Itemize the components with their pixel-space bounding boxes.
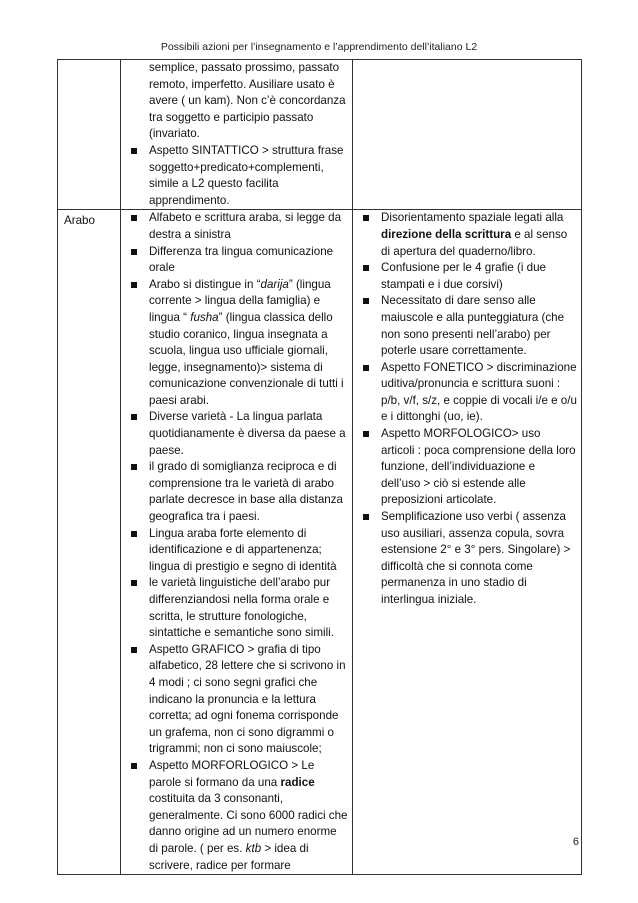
table-row — [58, 60, 582, 210]
list-item: Aspetto MORFORLOGICO > Le parole si formano da una radice costituita da 3 consonanti, generalmente. Ci sono 6000 radici che danno origine ad un numero enorme di parole. ( per es. ktb > idea di scrivere, radice per formare — [121, 758, 352, 874]
bullet-icon — [131, 282, 137, 288]
language-cell — [58, 210, 121, 875]
bullet-icon — [131, 148, 137, 154]
list-item: Aspetto FONETICO > discriminazione uditiva/pronuncia e scrittura suoni : p/b, v/f, s/z, e coppie di vocali i/e e o/u e i dittonghi (uo, ie). — [353, 360, 581, 426]
bullet-icon — [131, 414, 137, 420]
list-item: Confusione per le 4 grafie (i due stampati e i due corsivi) — [353, 260, 581, 293]
bullet-icon — [363, 431, 369, 437]
table-row — [58, 210, 582, 875]
list-item: Aspetto MORFOLOGICO> uso articoli : poca comprensione della loro funzione, dell’individuazione e dell’uso > ciò si estende alle preposizioni articolate. — [353, 426, 581, 509]
bullet-icon — [131, 249, 137, 255]
list-item: Disorientamento spaziale legati alla direzione della scrittura e al senso di apertura del quaderno/libro. — [353, 210, 581, 260]
page-number: 6 — [572, 836, 579, 848]
list-item: Semplificazione uso verbi ( assenza uso ausiliari, assenza copula, sovra estensione 2° e 3° pers. Singolare) > difficoltà che si connota come permanenza in uno stadio di interlingua iniziale. — [353, 509, 581, 609]
bullet-icon — [131, 215, 137, 221]
bullet-icon — [363, 215, 369, 221]
features-cell — [121, 60, 353, 210]
bullet-icon — [363, 265, 369, 271]
language-label: Arabo — [64, 214, 95, 228]
bullet-icon — [131, 763, 137, 769]
language-cell — [58, 60, 121, 210]
list-item: Aspetto GRAFICO > grafia di tipo alfabetico, 28 lettere che si scrivono in 4 modi ; ci sono segni grafici che indicano la pronuncia e la lettura corretta; ad ogni fonema corrisponde un grafema, non ci sono digrammi o trigrammi; non ci sono maiuscole; — [121, 642, 352, 758]
difficulties-list — [353, 210, 581, 608]
features-list — [121, 210, 352, 874]
bullet-icon — [363, 298, 369, 304]
bullet-icon — [363, 365, 369, 371]
content-table — [57, 59, 582, 875]
list-item: Diverse varietà - La lingua parlata quotidianamente è diversa da paese a paese. — [121, 409, 352, 459]
features-cell — [121, 210, 353, 875]
list-item: Arabo si distingue in “darija” (lingua corrente > lingua della famiglia) e lingua “ fusha” (lingua classica dello studio coranico, lingua insegnata a scuola, lingua uso ufficiale giornali, legge, insegnamento)> sistema di comunicazione convenzionale di tutti i paesi arabi. — [121, 277, 352, 410]
difficulties-cell — [353, 210, 582, 875]
list-item: Differenza tra lingua comunicazione orale — [121, 244, 352, 277]
bullet-icon — [363, 514, 369, 520]
bullet-icon — [131, 580, 137, 586]
list-item: Lingua araba forte elemento di identificazione e di appartenenza; lingua di prestigio e segno di identità — [121, 526, 352, 576]
bullet-icon — [131, 464, 137, 470]
bullet-icon — [131, 647, 137, 653]
bullet-icon — [131, 531, 137, 537]
list-item: le varietà linguistiche dell’arabo pur differenziandosi nella forma orale e scritta, le strutture fonologiche, sintattiche e semantiche sono simili. — [121, 575, 352, 641]
features-list — [121, 143, 352, 209]
language-label — [58, 60, 120, 63]
list-item: Aspetto SINTATTICO > struttura frase soggetto+predicato+complementi, simile a L2 questo facilita apprendimento. — [121, 143, 352, 209]
list-item: il grado di somiglianza reciproca e di comprensione tra le varietà di arabo parlate decresce in base alla distanza geografica tra i paesi. — [121, 459, 352, 525]
list-item: Alfabeto e scrittura araba, si legge da destra a sinistra — [121, 210, 352, 243]
list-item: Necessitato di dare senso alle maiuscole e alla punteggiatura (che non sono presenti nell’arabo) per poterle usare correttamente. — [353, 293, 581, 359]
features-continuation: semplice, passato prossimo, passato remoto, imperfetto. Ausiliare usato è avere ( un kam). Non c’è concordanza tra soggetto e participio passato (invariato. — [149, 61, 346, 141]
difficulties-cell — [353, 60, 582, 210]
page-header: Possibili azioni per l’insegnamento e l’apprendimento dell’italiano L2 — [160, 41, 478, 53]
